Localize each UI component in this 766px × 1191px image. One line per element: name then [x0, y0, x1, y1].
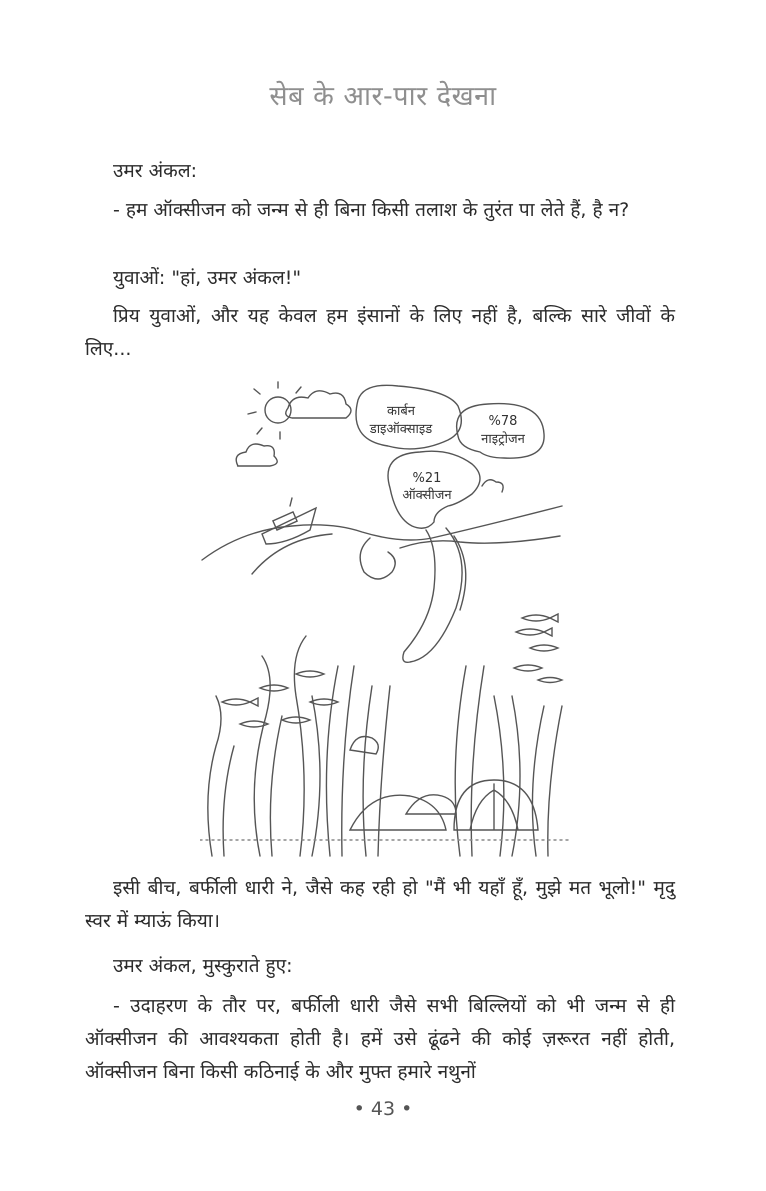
svg-text:ऑक्सीजन: ऑक्सीजन: [402, 488, 452, 503]
cloud-drawing: [286, 391, 351, 418]
seaweed-drawing: [208, 636, 562, 856]
fish-school-drawing-left: [222, 671, 338, 727]
o2-bubble: [388, 451, 480, 528]
svg-text:कार्बन: कार्बन: [387, 404, 415, 419]
paragraph-3: युवाओं: "हां, उमर अंकल!": [113, 267, 302, 289]
co2-bubble: [356, 385, 461, 449]
svg-text:डाइऑक्साइड: डाइऑक्साइड: [369, 422, 433, 437]
current-stream-drawing: [403, 528, 462, 662]
svg-text:%21: %21: [412, 471, 442, 486]
cloud-drawing-small: [236, 444, 277, 466]
wave-drawing: [202, 506, 562, 560]
shell-drawing: [454, 780, 538, 830]
page-title: सेब के आर-पार देखना: [269, 81, 497, 112]
paragraph-1: उमर अंकल:: [113, 160, 197, 182]
paragraph-2: - हम ऑक्सीजन को जन्म से ही बिना किसी तलाश के तुरंत पा लेते हैं, है न?: [113, 199, 630, 221]
svg-text:%78: %78: [488, 414, 518, 429]
ship-drawing: [262, 498, 316, 544]
paragraph-7: - उदाहरण के तौर पर, बर्फीली धारी जैसे सभी बिल्लियों को भी जन्म से ही ऑक्सीजन की आवश्यकता होती है। हमें उसे ढूंढने की कोई ज़रूरत नहीं होती, ऑक्सीजन बिना किसी कठिनाई के और मुफ्त हमारे नथुनों: [85, 995, 675, 1083]
n2-bubble: [457, 404, 544, 459]
svg-text:नाइट्रोजन: नाइट्रोजन: [481, 432, 525, 447]
paragraph-4: प्रिय युवाओं, और यह केवल हम इंसानों के लिए नहीं है, बल्कि सारे जीवों के लिए...: [85, 305, 675, 360]
sun-drawing: [248, 382, 301, 439]
ocean-oxygen-illustration: [200, 378, 570, 860]
fish-school-drawing: [514, 614, 562, 683]
paragraph-5: इसी बीच, बर्फीली धारी ने, जैसे कह रही हो "मैं भी यहाँ हूँ, मुझे मत भूलो!" मृदु स्वर में म्याऊं किया।: [85, 877, 675, 932]
paragraph-6: उमर अंकल, मुस्कुराते हुए:: [113, 955, 293, 977]
page-number: • 43 •: [353, 1098, 413, 1120]
